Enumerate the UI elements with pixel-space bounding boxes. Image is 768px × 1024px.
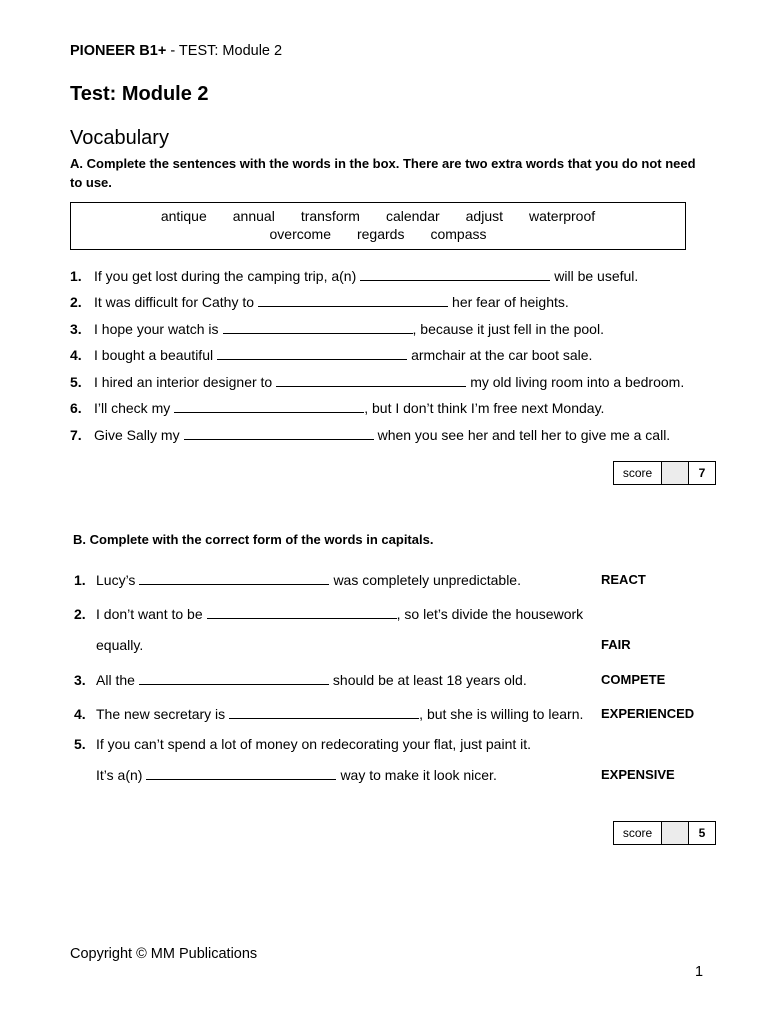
question-text: , so let’s divide the housework [396, 606, 584, 622]
score-input[interactable] [662, 462, 689, 484]
question-text: I hope your watch is [94, 321, 219, 337]
word-option: adjust [465, 208, 503, 224]
score-input[interactable] [662, 822, 689, 844]
question-text: armchair at the car boot sale. [411, 347, 593, 363]
score-label: score [614, 822, 662, 844]
question-text: If you get lost during the camping trip, a(n) [94, 268, 357, 284]
question-text: All the [96, 672, 135, 688]
answer-blank[interactable] [229, 706, 419, 719]
question-number: 5. [74, 736, 86, 752]
answer-blank[interactable] [139, 572, 329, 585]
question-text: her fear of heights. [452, 294, 569, 310]
capital-word: EXPERIENCED [601, 706, 695, 721]
answer-blank[interactable] [184, 427, 374, 440]
answer-blank[interactable] [223, 321, 413, 334]
series-name: PIONEER B1+ [70, 43, 167, 59]
answer-blank[interactable] [360, 268, 550, 281]
question-text: If you can’t spend a lot of money on redecorating your flat, just paint it. [96, 736, 532, 752]
word-option: overcome [269, 226, 331, 242]
page-number: 1 [695, 964, 704, 980]
question-a-1 [70, 268, 638, 284]
question-text: when you see her and tell her to give me a call. [377, 427, 671, 443]
word-box-row [71, 208, 685, 226]
question-text: , but I don’t think I’m free next Monday. [364, 400, 605, 416]
score-label: score [614, 462, 662, 484]
word-option: annual [232, 208, 275, 224]
question-b-1 [74, 572, 521, 588]
answer-blank[interactable] [139, 672, 329, 685]
header-separator: - [166, 43, 179, 59]
question-text: I bought a beautiful [94, 347, 214, 363]
question-b-2 [74, 606, 583, 622]
capital-word: COMPETE [601, 672, 666, 687]
question-text: , but she is willing to learn. [419, 706, 584, 722]
answer-blank[interactable] [276, 374, 466, 387]
question-b-5 [74, 736, 531, 752]
question-a-7 [70, 427, 670, 443]
question-a-5 [70, 374, 684, 390]
score-box-a [613, 461, 716, 485]
document-header [70, 43, 282, 59]
question-number: 4. [74, 706, 86, 722]
question-text: way to make it look nicer. [340, 767, 497, 783]
word-box-row [71, 226, 685, 244]
question-a-3 [70, 321, 604, 337]
question-text: It was difficult for Cathy to [94, 294, 255, 310]
question-b-4 [74, 706, 583, 722]
capital-word: FAIR [601, 637, 631, 652]
question-text: I hired an interior designer to [94, 374, 273, 390]
capital-word: EXPENSIVE [601, 767, 675, 782]
score-box-b [613, 821, 716, 845]
word-option: compass [430, 226, 487, 242]
word-option: waterproof [529, 208, 596, 224]
score-max: 7 [698, 466, 706, 480]
question-number: 6. [70, 400, 82, 416]
question-a-2 [70, 294, 569, 310]
question-text: was completely unpredictable. [333, 572, 521, 588]
question-number: 7. [70, 427, 82, 443]
answer-blank[interactable] [258, 294, 448, 307]
question-text: Lucy’s [96, 572, 136, 588]
header-subtitle: TEST: Module 2 [178, 43, 283, 59]
word-option: calendar [385, 208, 440, 224]
question-text: The new secretary is [96, 706, 226, 722]
question-number: 3. [70, 321, 82, 337]
capital-word: REACT [601, 572, 646, 587]
part-a-instruction: A. Complete the sentences with the words in the box. There are two extra words that you do not need to use. [70, 156, 696, 190]
word-option: transform [300, 208, 360, 224]
question-number: 2. [74, 606, 86, 622]
question-b-2-continuation: equally. [96, 637, 144, 653]
question-text: Give Sally my [94, 427, 180, 443]
question-number: 1. [70, 268, 82, 284]
page-title: Test: Module 2 [70, 83, 209, 105]
word-option: antique [160, 208, 207, 224]
question-b-5-continuation [96, 767, 497, 783]
question-number: 5. [70, 374, 82, 390]
question-a-4 [70, 347, 592, 363]
question-b-3 [74, 672, 527, 688]
question-number: 3. [74, 672, 86, 688]
question-number: 4. [70, 347, 82, 363]
question-number: 2. [70, 294, 82, 310]
answer-blank[interactable] [146, 767, 336, 780]
part-b-instruction: B. Complete with the correct form of the words in capitals. [73, 532, 434, 547]
section-title: Vocabulary [70, 127, 169, 149]
word-box [70, 202, 686, 250]
word-option: regards [356, 226, 405, 242]
question-text: It’s a(n) [96, 767, 143, 783]
question-text: I don’t want to be [96, 606, 203, 622]
question-text: my old living room into a bedroom. [470, 374, 685, 390]
score-max: 5 [698, 826, 706, 840]
question-text: , because it just fell in the pool. [412, 321, 604, 337]
answer-blank[interactable] [207, 606, 397, 619]
copyright-notice: Copyright © MM Publications [70, 946, 258, 962]
question-text: should be at least 18 years old. [332, 672, 527, 688]
question-text: will be useful. [554, 268, 639, 284]
question-text: I’ll check my [94, 400, 171, 416]
question-a-6 [70, 400, 604, 416]
answer-blank[interactable] [174, 400, 364, 413]
question-number: 1. [74, 572, 86, 588]
answer-blank[interactable] [217, 347, 407, 360]
